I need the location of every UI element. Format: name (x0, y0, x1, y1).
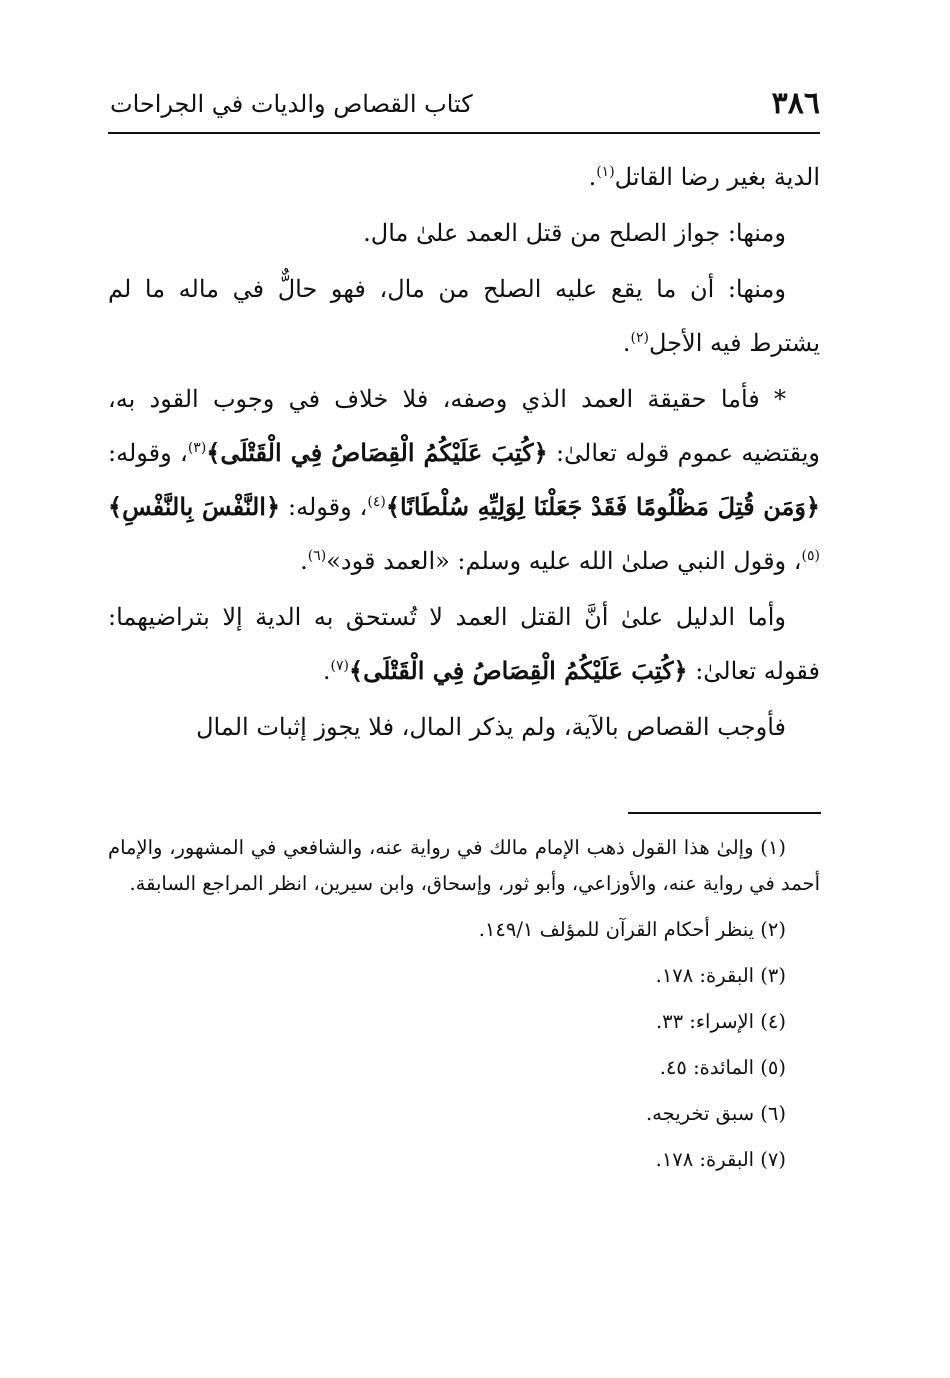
footnote-ref-7: (٧) (330, 658, 349, 674)
paragraph-6-text: فأوجب القصاص بالآية، ولم يذكر المال، فلا يجوز إثبات المال (196, 713, 786, 741)
footnote-ref-2: (٢) (630, 330, 650, 346)
footnote-separator (628, 812, 821, 814)
footnote-7: (٧) البقرة: ١٧٨. (655, 1148, 786, 1171)
footnote-3: (٣) البقرة: ١٧٨. (655, 964, 786, 987)
paragraph-4-text-b: ، وقوله: (108, 439, 188, 467)
quran-verse-3: ﴿النَّفْسَ بِالنَّفْسِ﴾ (108, 492, 281, 521)
main-text (108, 150, 820, 756)
footnote-ref-6: (٦) (307, 548, 327, 564)
running-title: كتاب القصاص والديات في الجراحات (110, 90, 473, 118)
paragraph-5 (108, 590, 820, 698)
footnote-5: (٥) المائدة: ٤٥. (659, 1056, 786, 1079)
paragraph-1-text: الدية بغير رضا القاتل (614, 163, 820, 191)
paragraph-4-text-a: * فأما حقيقة العمد الذي وصفه، فلا خلاف في وجوب القود به، ويقتضيه عموم قوله تعالىٰ: (108, 385, 820, 467)
footnotes (108, 830, 820, 1188)
paragraph-4-end: . (300, 547, 308, 575)
footnote-4: (٤) الإسراء: ٣٣. (655, 1010, 786, 1033)
paragraph-5-text: وأما الدليل علىٰ أنَّ القتل العمد لا تُستحق به الدية إلا بتراضيهما: فقوله تعالىٰ: (108, 603, 820, 685)
footnote-ref-1: (١) (596, 164, 615, 180)
footnote-ref-5: (٥) (801, 548, 820, 564)
paragraph-3-end: . (622, 329, 631, 357)
paragraph-4 (108, 372, 820, 588)
paragraph-3 (108, 262, 820, 370)
paragraph-4-text-d: ، وقول النبي صلىٰ الله عليه وسلم: «العمد قود» (326, 547, 802, 575)
quran-verse-1: ﴿كُتِبَ عَلَيْكُمُ الْقِصَاصُ فِي الْقَتْلَى﴾ (206, 438, 548, 467)
paragraph-2-text: ومنها: جواز الصلح من قتل العمد علىٰ مال. (363, 219, 786, 247)
paragraph-3-text: ومنها: أن ما يقع عليه الصلح من مال، فهو حالٌّ في ماله ما لم يشترط فيه الأجل (108, 275, 820, 357)
footnote-ref-3: (٣) (187, 440, 207, 456)
paragraph-4-text-c: ، وقوله: (280, 493, 368, 521)
page-number: ٣٨٦ (771, 86, 820, 121)
running-header (108, 82, 820, 134)
paragraph-5-end: . (322, 657, 331, 685)
footnote-ref-4: (٤) (367, 494, 386, 510)
footnote-1: (١) وإلىٰ هذا القول ذهب الإمام مالك في رواية عنه، والشافعي في المشهور، والإمام أحمد في رواية عنه، والأوزاعي، وأبو ثور، وإسحاق، وابن سيرين، انظر المراجع السابقة. (108, 836, 820, 895)
footnote-6: (٦) سبق تخريجه. (645, 1102, 786, 1125)
paragraph-1-end: . (588, 163, 597, 191)
footnote-2: (٢) ينظر أحكام القرآن للمؤلف ١٤٩/١. (478, 918, 786, 941)
quran-verse-2: ﴿وَمَن قُتِلَ مَظْلُومًا فَقَدْ جَعَلْنَا لِوَلِيِّهِ سُلْطَانًا﴾ (385, 492, 820, 521)
quran-verse-4: ﴿كُتِبَ عَلَيْكُمُ الْقِصَاصُ فِي الْقَتْلَى﴾ (349, 656, 688, 685)
paragraph-1 (108, 150, 820, 204)
paragraph-2 (108, 206, 820, 260)
paragraph-6 (108, 700, 820, 754)
